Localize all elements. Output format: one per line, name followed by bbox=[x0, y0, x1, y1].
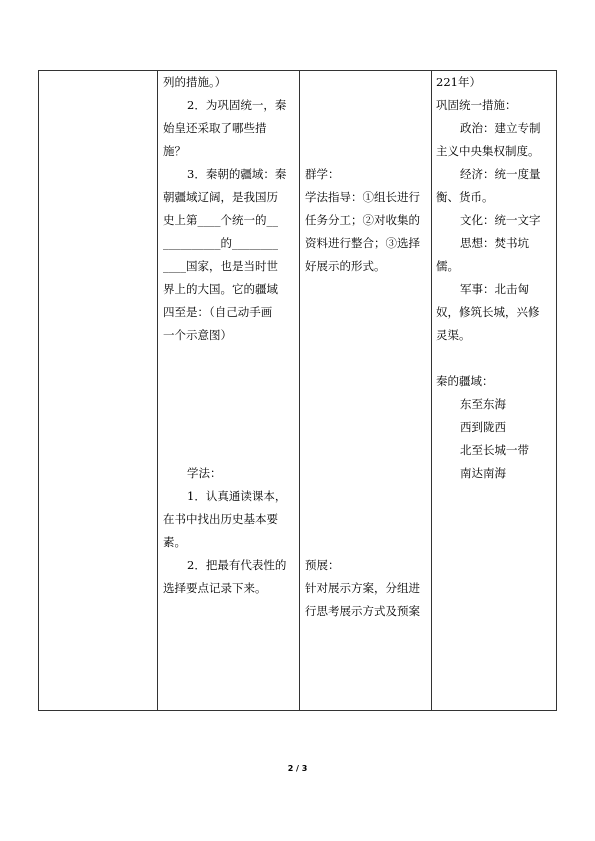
spacer bbox=[163, 416, 295, 439]
spacer bbox=[305, 508, 429, 531]
spacer bbox=[305, 485, 429, 508]
spacer bbox=[305, 71, 429, 94]
content-line: 3．秦朝的疆域：秦 bbox=[187, 167, 287, 181]
spacer bbox=[305, 278, 429, 301]
spacer bbox=[305, 370, 429, 393]
spacer bbox=[163, 370, 295, 393]
method-title: 学法： bbox=[187, 466, 222, 480]
preview-line: 行思考展示方式及预案 bbox=[305, 604, 420, 618]
preview-line: 针对展示方案，分组进 bbox=[305, 581, 420, 595]
spacer bbox=[305, 462, 429, 485]
spacer bbox=[305, 94, 429, 117]
content-line: __________的________ bbox=[163, 236, 278, 250]
content-line: 界上的大国。它的疆域 bbox=[163, 282, 278, 296]
column-divider-1 bbox=[157, 71, 158, 710]
territory-line: 南达南海 bbox=[460, 466, 506, 480]
content-line: 一个示意图） bbox=[163, 328, 232, 342]
spacer bbox=[305, 393, 429, 416]
column-divider-3 bbox=[431, 71, 432, 710]
content-line: 朝疆域辽阔，是我国历 bbox=[163, 190, 278, 204]
answer-line: 文化：统一文字 bbox=[460, 213, 541, 227]
spacer bbox=[305, 117, 429, 140]
answer-line: 奴，修筑长城，兴修 bbox=[436, 305, 540, 319]
content-line: 四至是：（自己动手画 bbox=[163, 305, 273, 319]
answer-line: 儒。 bbox=[436, 259, 459, 273]
content-line: 2．为巩固统一，秦 bbox=[187, 98, 287, 112]
group-study-line: 学法指导：①组长进行 bbox=[305, 190, 420, 204]
spacer bbox=[305, 301, 429, 324]
spacer bbox=[305, 324, 429, 347]
column-divider-2 bbox=[299, 71, 300, 710]
preview-title: 预展： bbox=[305, 558, 340, 572]
spacer bbox=[305, 347, 429, 370]
spacer bbox=[305, 140, 429, 163]
method-line: 素。 bbox=[163, 535, 186, 549]
spacer bbox=[163, 439, 295, 462]
content-line: 始皇还采取了哪些措 bbox=[163, 121, 267, 135]
content-line: 列的措施。） bbox=[163, 75, 227, 89]
answer-line: 经济：统一度量 bbox=[460, 167, 541, 181]
spacer bbox=[305, 439, 429, 462]
group-study-cell bbox=[305, 71, 429, 623]
spacer bbox=[163, 347, 295, 370]
page-number: 2 / 3 bbox=[287, 764, 308, 773]
spacer bbox=[305, 416, 429, 439]
group-study-line: 资料进行整合；③选择 bbox=[305, 236, 420, 250]
answer-line: 衡、货币。 bbox=[436, 190, 494, 204]
learning-content-cell bbox=[163, 71, 295, 600]
answer-cell bbox=[436, 71, 556, 485]
territory-line: 西到陇西 bbox=[460, 420, 506, 434]
method-line: 在书中找出历史基本要 bbox=[163, 512, 278, 526]
content-line: ____国家，也是当时世 bbox=[163, 259, 278, 273]
answer-line: 主义中央集权制度。 bbox=[436, 144, 540, 158]
territory-title: 秦的疆域： bbox=[436, 374, 494, 388]
answer-line: 221年） bbox=[436, 75, 481, 89]
answer-line: 灵渠。 bbox=[436, 328, 471, 342]
method-line: 1．认真通读课本， bbox=[187, 489, 287, 503]
group-study-line: 任务分工；②对收集的 bbox=[305, 213, 420, 227]
lesson-plan-table bbox=[38, 70, 557, 711]
group-study-title: 群学： bbox=[305, 167, 340, 181]
territory-line: 北至长城一带 bbox=[460, 443, 529, 457]
method-line: 2．把最有代表性的 bbox=[187, 558, 287, 572]
content-line: 史上第____个统一的__ bbox=[163, 213, 278, 227]
answer-line: 军事：北击匈 bbox=[460, 282, 529, 296]
answer-line: 政治：建立专制 bbox=[460, 121, 541, 135]
method-line: 选择要点记录下来。 bbox=[163, 581, 267, 595]
answer-line: 思想：焚书坑 bbox=[460, 236, 529, 250]
spacer bbox=[163, 393, 295, 416]
spacer bbox=[436, 347, 556, 370]
group-study-line: 好展示的形式。 bbox=[305, 259, 386, 273]
spacer bbox=[305, 531, 429, 554]
content-line: 施？ bbox=[163, 144, 186, 158]
answer-line: 巩固统一措施： bbox=[436, 98, 517, 112]
territory-line: 东至东海 bbox=[460, 397, 506, 411]
